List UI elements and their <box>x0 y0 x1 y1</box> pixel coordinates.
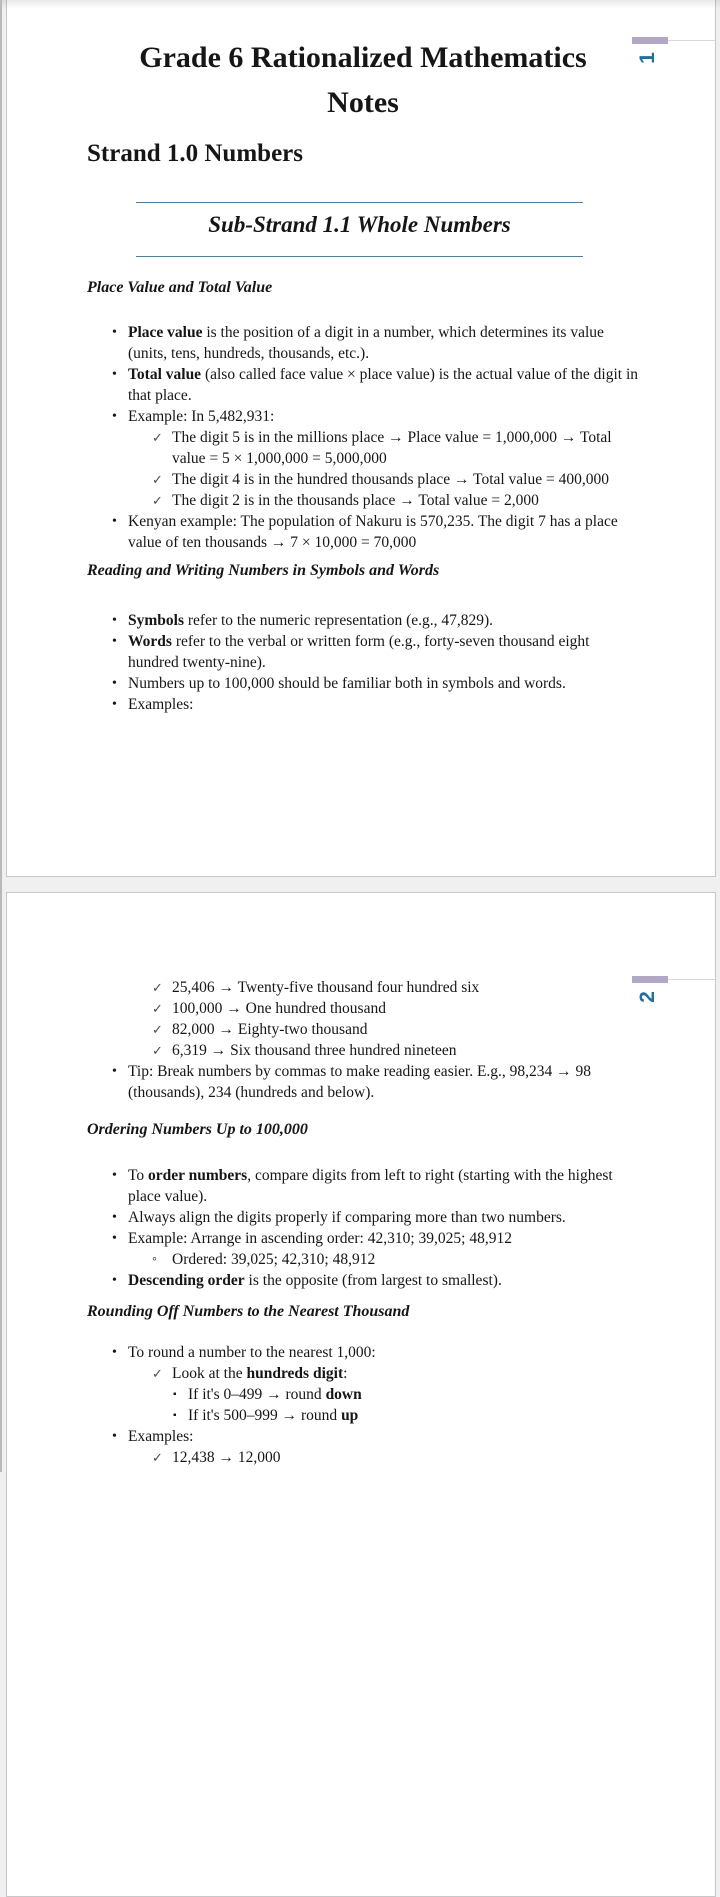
list-item-text: Symbols refer to the numeric representation (e.g., 47,829). <box>128 612 494 629</box>
list-item <box>87 1384 639 1405</box>
list-item <box>87 490 639 511</box>
list-item <box>87 364 639 406</box>
page-title-line: Notes <box>327 86 399 119</box>
page-number: 1 <box>636 52 659 64</box>
list-item <box>87 1228 639 1249</box>
bullet-list <box>87 1165 639 1291</box>
substrand-heading: Sub-Strand 1.1 Whole Numbers <box>136 202 583 257</box>
list-item-text: Examples: <box>128 1428 194 1445</box>
strand-heading: Strand 1.0 Numbers <box>87 140 303 167</box>
list-item <box>87 1207 639 1228</box>
section-heading: Ordering Numbers Up to 100,000 <box>87 1121 308 1138</box>
list-item <box>87 469 639 490</box>
dot-marker-icon: • <box>112 676 117 691</box>
list-item <box>87 1019 639 1040</box>
list-item <box>87 610 639 631</box>
list-item <box>87 1040 639 1061</box>
list-item-text: Examples: <box>128 696 194 713</box>
dot-marker-icon: • <box>112 697 117 712</box>
dot-marker-icon: • <box>112 634 117 649</box>
section-heading: Place Value and Total Value <box>87 279 273 296</box>
list-item <box>87 511 639 553</box>
list-item-text: Place value is the position of a digit in a number, which determines its value (units, tens, hundreds, thousands, etc.). <box>128 324 604 362</box>
list-item <box>87 406 639 427</box>
circle-marker-icon: ◦ <box>152 1252 157 1267</box>
list-item <box>87 694 639 715</box>
list-item-text: Example: Arrange in ascending order: 42,310; 39,025; 48,912 <box>128 1230 512 1247</box>
list-item-text: Words refer to the verbal or written form (e.g., forty-seven thousand eight hundred twenty-nine). <box>128 633 590 671</box>
dot-marker-icon: • <box>112 1273 117 1288</box>
section-heading: Rounding Off Numbers to the Nearest Thousand <box>87 1303 410 1320</box>
page-title-line: Grade 6 Rationalized Mathematics <box>139 41 587 74</box>
dot-marker-icon: • <box>112 1345 117 1360</box>
dot-marker-icon: • <box>112 1231 117 1246</box>
check-marker-icon: ✓ <box>152 472 163 487</box>
dot-marker-icon: • <box>112 325 117 340</box>
list-item-text: Ordered: 39,025; 42,310; 48,912 <box>172 1251 376 1268</box>
list-item <box>87 1342 639 1363</box>
list-item-text: 12,438 → 12,000 <box>172 1449 281 1466</box>
page-title <box>87 35 639 125</box>
list-item <box>87 1270 639 1291</box>
check-marker-icon: ✓ <box>152 1450 163 1465</box>
check-marker-icon: ✓ <box>152 1022 163 1037</box>
list-item-text: Example: In 5,482,931: <box>128 408 275 425</box>
check-marker-icon: ✓ <box>152 430 163 445</box>
list-item <box>87 322 639 364</box>
bullet-list <box>87 1342 639 1468</box>
list-item <box>87 1447 639 1468</box>
list-item-text: To order numbers, compare digits from left to right (starting with the highest place value). <box>128 1167 613 1205</box>
list-item-text: Tip: Break numbers by commas to make reading easier. E.g., 98,234 → 98 (thousands), 234 (hundreds and below). <box>128 1063 592 1101</box>
dot-marker-icon: • <box>112 514 117 529</box>
list-item-text: The digit 5 is in the millions place → Place value = 1,000,000 → Total value = 5 × 1,000,000 = 5,000,000 <box>172 429 612 467</box>
dot-marker-icon: • <box>112 613 117 628</box>
check-marker-icon: ✓ <box>152 1366 163 1381</box>
window-left-edge <box>0 0 2 1472</box>
dot-marker-icon: • <box>112 1210 117 1225</box>
check-marker-icon: ✓ <box>152 980 163 995</box>
bullet-list <box>87 977 639 1103</box>
list-item-text: If it's 0–499 → round down <box>188 1386 362 1403</box>
list-item <box>87 998 639 1019</box>
list-item-text: Look at the hundreds digit: <box>172 1365 348 1382</box>
list-item <box>87 977 639 998</box>
list-item-text: Descending order is the opposite (from largest to smallest). <box>128 1272 502 1289</box>
list-item-text: Numbers up to 100,000 should be familiar both in symbols and words. <box>128 675 566 692</box>
list-item <box>87 1165 639 1207</box>
dot-marker-icon: • <box>112 409 117 424</box>
list-item <box>87 1363 639 1384</box>
list-item-text: 82,000 → Eighty-two thousand <box>172 1021 368 1038</box>
list-item-text: Total value (also called face value × place value) is the actual value of the digit in that place. <box>128 366 639 404</box>
list-item-text: The digit 2 is in the thousands place → Total value = 2,000 <box>172 492 539 509</box>
page-content <box>7 35 715 715</box>
list-item <box>87 673 639 694</box>
bullet-list <box>87 610 639 715</box>
dot-marker-icon: • <box>112 1168 117 1183</box>
list-item <box>87 1249 639 1270</box>
list-item <box>87 1426 639 1447</box>
check-marker-icon: ✓ <box>152 1043 163 1058</box>
top-shadow <box>0 0 720 9</box>
bullet-list <box>87 322 639 553</box>
list-item <box>87 1405 639 1426</box>
page-content <box>7 977 715 1468</box>
dot-marker-icon: • <box>112 1064 117 1079</box>
document-page-2[interactable] <box>6 892 716 1897</box>
list-item-text: 100,000 → One hundred thousand <box>172 1000 386 1017</box>
square-marker-icon: ▪ <box>173 1389 177 1400</box>
list-item-text: Always align the digits properly if comparing more than two numbers. <box>128 1209 566 1226</box>
dot-marker-icon: • <box>112 367 117 382</box>
list-item-text: 6,319 → Six thousand three hundred nineteen <box>172 1042 457 1059</box>
page-number: 2 <box>636 991 659 1003</box>
list-item-text: The digit 4 is in the hundred thousands place → Total value = 400,000 <box>172 471 609 488</box>
list-item-text: If it's 500–999 → round up <box>188 1407 359 1424</box>
list-item <box>87 631 639 673</box>
square-marker-icon: ▪ <box>173 1410 177 1421</box>
list-item-text: 25,406 → Twenty-five thousand four hundred six <box>172 979 480 996</box>
list-item <box>87 1061 639 1103</box>
dot-marker-icon: • <box>112 1429 117 1444</box>
list-item <box>87 427 639 469</box>
check-marker-icon: ✓ <box>152 1001 163 1016</box>
list-item-text: To round a number to the nearest 1,000: <box>128 1344 376 1361</box>
section-heading: Reading and Writing Numbers in Symbols and Words <box>87 562 440 579</box>
check-marker-icon: ✓ <box>152 493 163 508</box>
document-page-1[interactable] <box>6 0 716 877</box>
list-item-text: Kenyan example: The population of Nakuru is 570,235. The digit 7 has a place value of ten thousands → 7 × 10,000 = 70,000 <box>128 513 618 551</box>
